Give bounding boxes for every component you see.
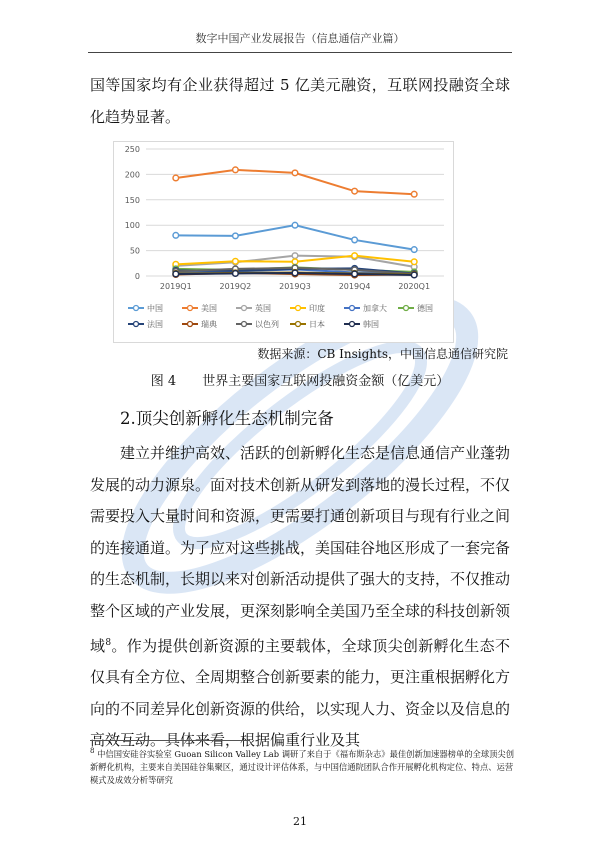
data-point	[173, 271, 179, 277]
x-tick-label: 2019Q2	[219, 282, 252, 291]
body-text-cont: 。作为提供创新资源的主要载体，全球顶尖创新孵化生态不仅具有全方位、全周期整合创新要素的能力，更注重根据孵化方向的不同差异化创新资源的供给，以实现人力、资金以及信息的高效互动。具体来看，根据偏重行业及其	[90, 636, 511, 750]
data-point	[233, 258, 239, 264]
y-tick-label: 150	[124, 195, 140, 205]
legend-label: 韩国	[363, 320, 379, 329]
line-chart	[114, 142, 453, 342]
legend-marker	[134, 322, 139, 327]
legend-label: 英国	[255, 304, 271, 313]
data-point	[411, 191, 417, 197]
legend-label: 德国	[417, 304, 433, 313]
legend-label: 以色列	[255, 320, 279, 329]
x-tick-label: 2019Q3	[279, 282, 311, 291]
intro-paragraph: 国等国家均有企业获得超过 5 亿美元融资，互联网投融资全球化趋势显著。	[90, 76, 510, 126]
data-point	[411, 247, 417, 253]
legend-marker	[350, 322, 355, 327]
footnote-ref: 8	[105, 637, 112, 648]
y-tick-label: 100	[124, 221, 140, 231]
header-rule	[88, 52, 512, 53]
legend-marker	[296, 306, 301, 311]
data-point	[233, 167, 239, 173]
data-point	[173, 175, 179, 181]
legend-label: 印度	[309, 304, 325, 313]
page-number: 21	[293, 815, 307, 828]
legend-marker	[404, 306, 409, 311]
footnote-text: 中信国安硅谷实验室 Guoan Silicon Valley Lab 调研了来自于《福布斯杂志》最佳创新加速器榜单的全球顶尖创新孵化机构，主要来自美国硅谷集聚区，通过设计评估体系，与中国信通院团队合作开展孵化机构定位、特点、运营模式及成效分析等研究	[90, 748, 515, 785]
legend-marker	[296, 322, 301, 327]
footnote-rule	[90, 740, 250, 741]
footnote-marker: 8	[90, 747, 95, 755]
data-point	[411, 272, 417, 278]
legend-marker	[350, 306, 355, 311]
chart-frame	[113, 141, 454, 343]
y-tick-label: 200	[124, 170, 140, 180]
data-point	[352, 237, 358, 243]
running-header: 数字中国产业发展报告（信息通信产业篇）	[195, 32, 405, 45]
legend-marker	[134, 306, 139, 311]
data-point	[352, 188, 358, 194]
legend-label: 瑞典	[201, 320, 217, 329]
data-point	[292, 259, 298, 265]
series-line	[176, 225, 414, 249]
data-point	[352, 253, 358, 259]
y-tick-label: 0	[134, 272, 140, 281]
data-point	[411, 259, 417, 265]
body-text: 建立并维护高效、活跃的创新孵化生态是信息通信产业蓬勃发展的动力源泉。面对技术创新从研发到落地的漫长过程，不仅需要投入大量时间和资源，更需要打通创新项目与现有行业之间的连接通道。为了应对这些挑战，美国硅谷地区形成了一套完备的生态机制，长期以来对创新活动提供了强大的支持，不仅推动整个区域的产业发展，更深刻影响全美国乃至全球的科技创新领域	[90, 444, 511, 655]
legend-label: 加拿大	[363, 304, 387, 313]
body-paragraph	[90, 438, 510, 757]
x-tick-label: 2019Q1	[159, 282, 192, 291]
x-tick-label: 2019Q4	[338, 282, 371, 291]
data-point	[233, 233, 239, 239]
data-point	[292, 270, 298, 276]
data-point	[292, 222, 298, 228]
section-title: 2.顶尖创新孵化生态机制完备	[120, 409, 334, 428]
legend-marker	[242, 306, 247, 311]
legend-marker	[242, 322, 247, 327]
y-tick-label: 50	[129, 246, 140, 256]
data-point	[292, 253, 298, 259]
data-point	[352, 271, 358, 277]
legend-label: 美国	[201, 304, 217, 313]
legend-label: 日本	[309, 320, 325, 329]
data-point	[292, 170, 298, 176]
figure-caption: 图 4 世界主要国家互联网投融资金额（亿美元）	[150, 374, 450, 389]
footnote	[90, 745, 515, 787]
legend-label: 法国	[147, 320, 163, 329]
legend-marker	[188, 322, 193, 327]
legend-marker	[188, 306, 193, 311]
data-point	[173, 233, 179, 239]
x-tick-label: 2020Q1	[398, 282, 431, 291]
y-tick-label: 250	[124, 145, 140, 154]
legend-label: 中国	[147, 304, 163, 313]
data-point	[233, 271, 239, 277]
source-note: 数据来源：CB Insights，中国信息通信研究院	[257, 347, 508, 361]
